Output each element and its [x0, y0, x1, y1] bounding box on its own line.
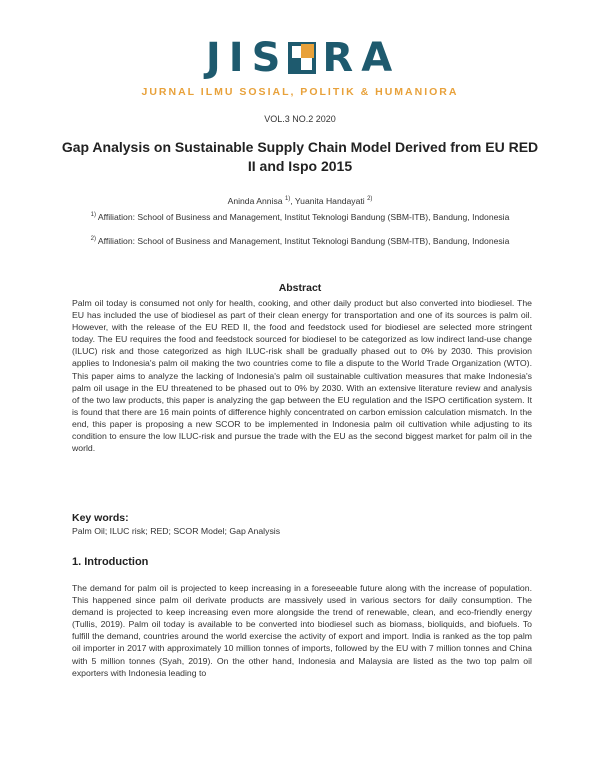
journal-logo [0, 36, 600, 80]
keywords-heading: Key words: [72, 512, 129, 524]
affiliation [80, 234, 520, 247]
logo-letter-r: R [322, 35, 356, 81]
author-superscript: 1) [284, 196, 291, 203]
volume-info: VOL.3 NO.2 2020 [264, 114, 336, 124]
abstract-heading: Abstract [278, 282, 322, 294]
logo-emblem-icon [288, 41, 316, 75]
paper-title: Gap Analysis on Sustainable Supply Chain Model Derived from EU RED II and Ispo 2015 [61, 139, 539, 174]
affiliation-text: Affiliation: School of Business and Management, Institut Teknologi Bandung (SBM-ITB), Bandung, Indonesia [97, 235, 510, 246]
logo-letter-i: I [228, 35, 246, 81]
journal-tagline: JURNAL ILMU SOSIAL, POLITIK & HUMANIORA [141, 86, 459, 98]
author-separator: , [290, 196, 295, 206]
author-name: Yuanita Handayati [294, 196, 365, 206]
introduction-heading: 1. Introduction [72, 556, 149, 568]
affiliation-superscript: 1) [90, 212, 96, 218]
author-superscript: 2) [367, 196, 373, 203]
abstract-body: Palm oil today is consumed not only for health, cooking, and other daily product but also converted into biodiesel. The EU has included the use of biodiesel as part of their clean energy for transportation and one of its sources is palm oil. However, with the release of the EU RED II, the food and feedstock used for biodiesel are selected more stringent today. The EU requires the food and feedstock sourced for biodiesel to be categorized as low indirect land-use change (ILUC) risk and those categorized as high ILUC-risk shall be gradually phased out to 0% by 2030. This provision applies to Indonesia's palm oil making the two countries come to file a dispute to the World Trade Organization (WTO). This paper aims to analyze the lacking of Indonesia's palm oil sustainable cultivation measures that make Indonesia's palm oil usage in the EU threatened to be phased out to 0% by 2030. With an extensive literature review and analysis of the two law products, this paper is analyzing the gap between the EU regulation and the ISPO certification system. It is found that there are 16 main points of difference highly concentrated on carbon emission calculation mismatch. In the end, this paper is proposing a new SCOR to be implemented in Indonesia palm oil cultivation while adjusting to its condition to ensure the low ILUC-risk and pursue the trade with the EU as the second biggest market for palm oil in the world. [72, 298, 532, 454]
author-name: Aninda Annisa [227, 196, 283, 206]
logo-letter-a: A [361, 35, 395, 81]
keywords-list: Palm Oil; ILUC risk; RED; SCOR Model; Gap Analysis [72, 526, 281, 536]
affiliation-superscript: 2) [90, 236, 96, 242]
introduction-body: The demand for palm oil is projected to keep increasing in a foreseeable future along with the increase of population. This happened since palm oil derivate products are massively used in various sectors for daily consumption. The demand is projected to keep increasing even more alongside the trend of renewable, clean, and eco-friendly energy (Tullis, 2019). Palm oil today is available to be converted into biodiesel such as biomass, bioliquids, and biofuels. To fulfill the demand, countries around the world exercise the activity of export and import. India is ranked as the top palm oil importer in 2017 with approximately 10 million tonnes of imports, followed by the EU with 7 million tonnes and China with 5 million tonnes (Syah, 2019). On the other hand, Indonesia and Malaysia are listed as the two top palm oil exporters with Indonesia leading to [72, 583, 532, 678]
affiliation-text: Affiliation: School of Business and Management, Institut Teknologi Bandung (SBM-ITB), Bandung, Indonesia [97, 211, 510, 222]
author-line [0, 196, 600, 206]
affiliation [80, 210, 520, 223]
logo-letter-s: S [251, 35, 283, 81]
logo-letter-j: J [205, 35, 223, 81]
